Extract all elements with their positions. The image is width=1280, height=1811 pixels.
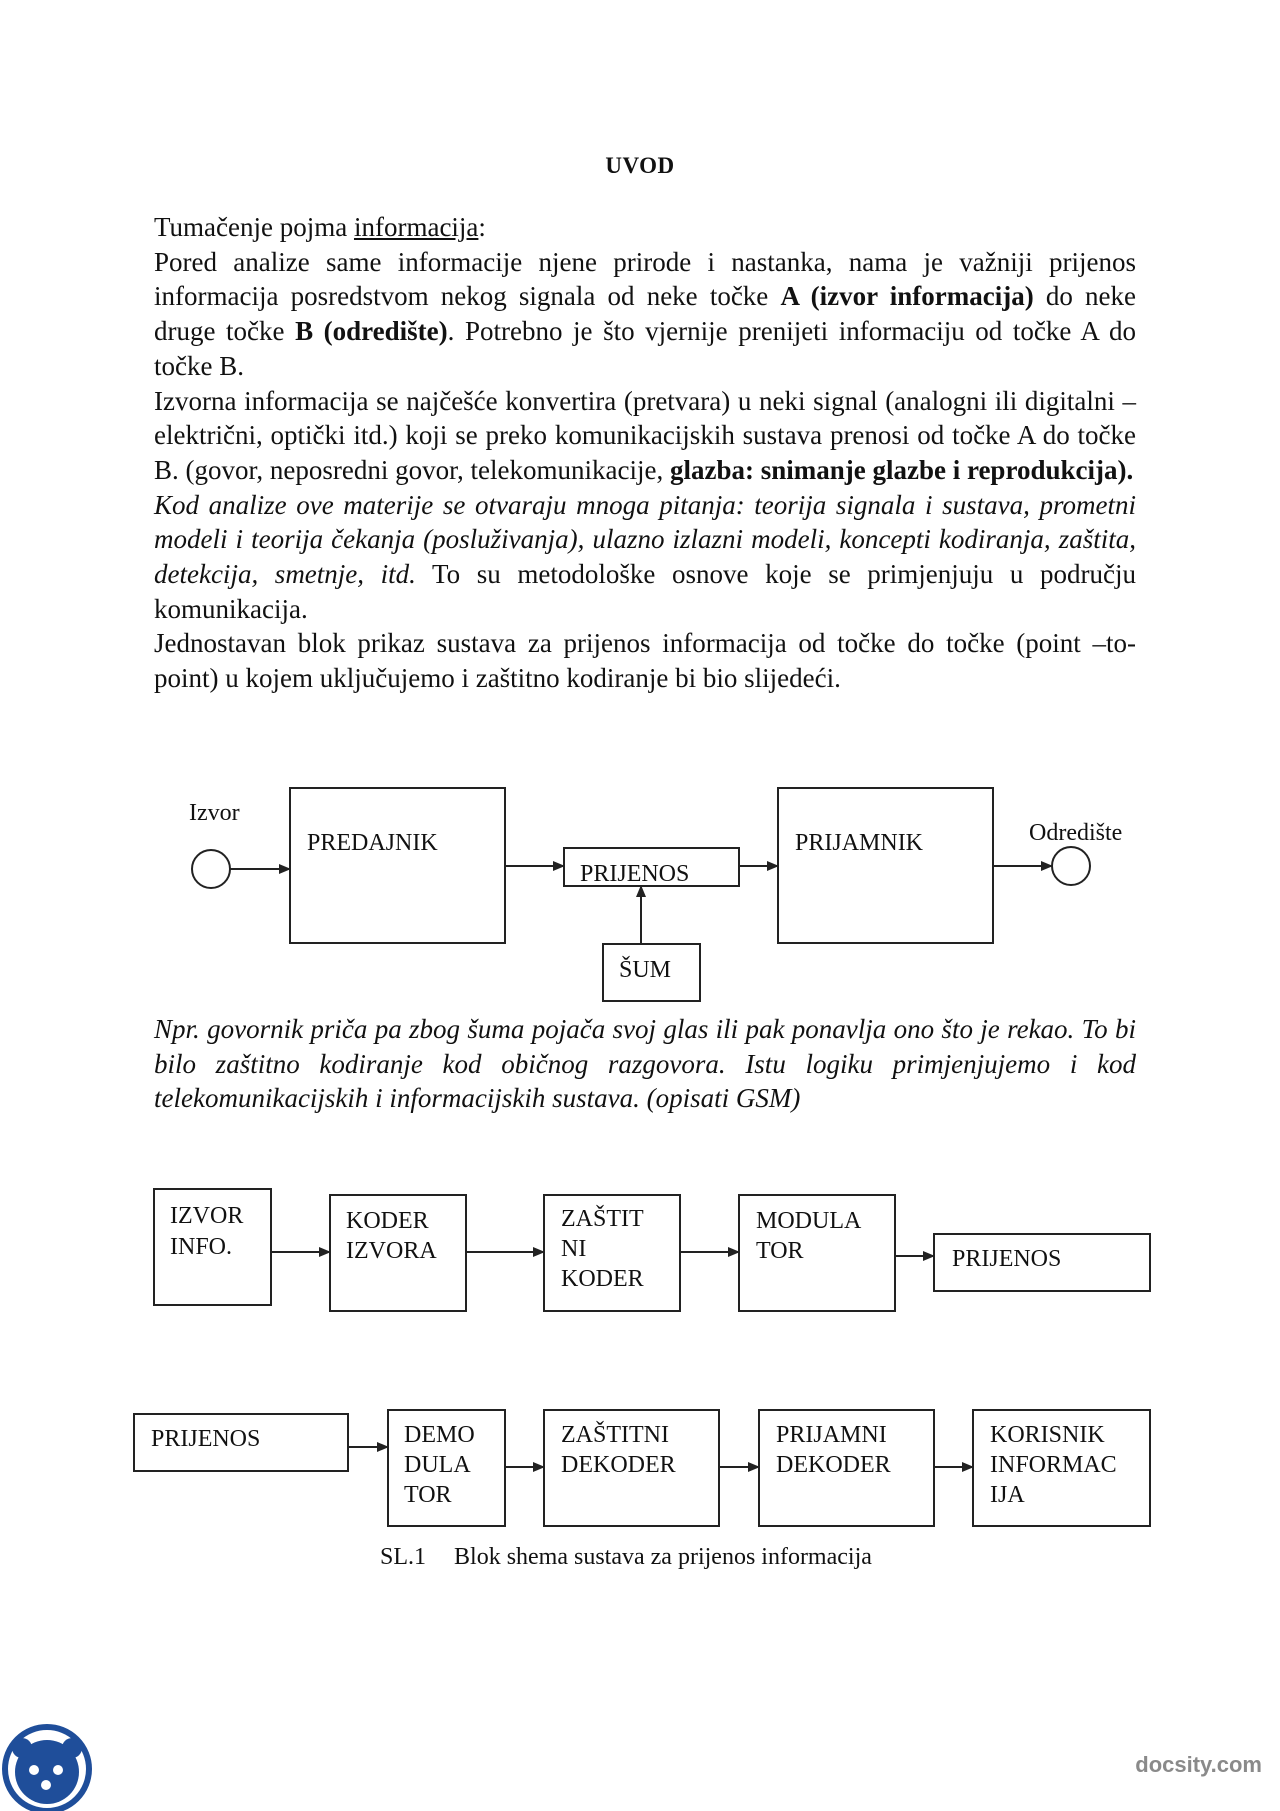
- zastitni-dekoder-label: ZAŠTITNI DEKODER: [561, 1422, 676, 1478]
- prijenos-label: PRIJENOS: [580, 861, 690, 887]
- docsity-watermark: docsity.com: [1135, 1752, 1262, 1777]
- korisnik-informacija-label: KORISNIK INFORMAC IJA: [990, 1422, 1117, 1508]
- prijamni-dekoder-label: PRIJAMNI DEKODER: [776, 1422, 891, 1478]
- intro-heading: Tumačenje pojma informacija:: [154, 212, 486, 242]
- prijamnik-block: [778, 788, 993, 943]
- diagram-point-to-point: [189, 788, 1122, 1001]
- caption-label: SL.1: [380, 1544, 427, 1570]
- prijenos-in-label: PRIJENOS: [151, 1426, 261, 1452]
- izvor-info-label: IZVOR INFO.: [170, 1203, 244, 1260]
- prijenos-out-label: PRIJENOS: [952, 1246, 1062, 1272]
- paragraph-4: Jednostavan blok prikaz sustava za prijenos informacija od točke do točke (point –to-point) u kojem uključujemo i zaštitno kodiranje bi bio slijedeći.: [154, 628, 1136, 694]
- caption-text: Blok shema sustava za prijenos informacija: [454, 1544, 872, 1570]
- predajnik-block: [290, 788, 505, 943]
- demodulator-label: DEMO DULA TOR: [404, 1422, 475, 1508]
- odrediste-label: Odredište: [1029, 820, 1123, 846]
- term-informacija: informacija: [353, 212, 479, 242]
- source-node: [192, 850, 230, 888]
- diagram-row-transmit: [154, 1189, 1150, 1311]
- sum-label: ŠUM: [619, 957, 672, 983]
- figure-caption: [380, 1544, 872, 1571]
- predajnik-label: PREDAJNIK: [307, 830, 438, 856]
- destination-node: [1052, 847, 1090, 885]
- example-paragraph: Npr. govornik priča pa zbog šuma pojača svoj glas ili pak ponavlja ono što je rekao. To bi bilo zaštitno kodiranje kod običnog razgovora. Istu logiku primjenjujemo i kod telekomunikacijskih i informacijskih sustava. (opisati GSM): [154, 1014, 1136, 1114]
- docsity-bear-icon: [0, 1722, 100, 1811]
- koder-izvora-label: KODER IZVORA: [346, 1208, 437, 1264]
- prijamnik-label: PRIJAMNIK: [795, 830, 924, 856]
- zastitni-koder-label: ZAŠTIT NI KODER: [561, 1206, 644, 1292]
- diagram-row-receive: [134, 1410, 1150, 1526]
- paragraph-1: Pored analize same informacije njene prirode i nastanka, nama je važniji prijenos informacija posredstvom nekog signala od neke točke A (izvor informacija) do neke druge točke B (odredište). Potrebno je što vjernije prenijeti informaciju od točke A do točke B.: [154, 246, 1137, 381]
- paragraph-3: Kod analize ove materije se otvaraju mnoga pitanja: teorija signala i sustava, prometni modeli i teorija čekanja (posluživanja), ulazno izlazni modeli, koncepti kodiranja, zaštita, detekcija, smetnje, itd. To su metodološke osnove koje se primjenjuju u području komunikacija.: [154, 489, 1136, 624]
- modulator-label: MODULA TOR: [756, 1208, 861, 1264]
- paragraph-2: Izvorna informacija se najčešće konvertira (pretvara) u neki signal (analogni ili digitalni – električni, optički itd.) koji se preko komunikacijskih sustava prenosi od točke A do točke B. (govor, neposredni govor, telekomunikacije, glazba: snimanje glazbe i reprodukcija).: [154, 385, 1136, 485]
- izvor-label: Izvor: [189, 800, 240, 826]
- page-title: UVOD: [605, 153, 675, 178]
